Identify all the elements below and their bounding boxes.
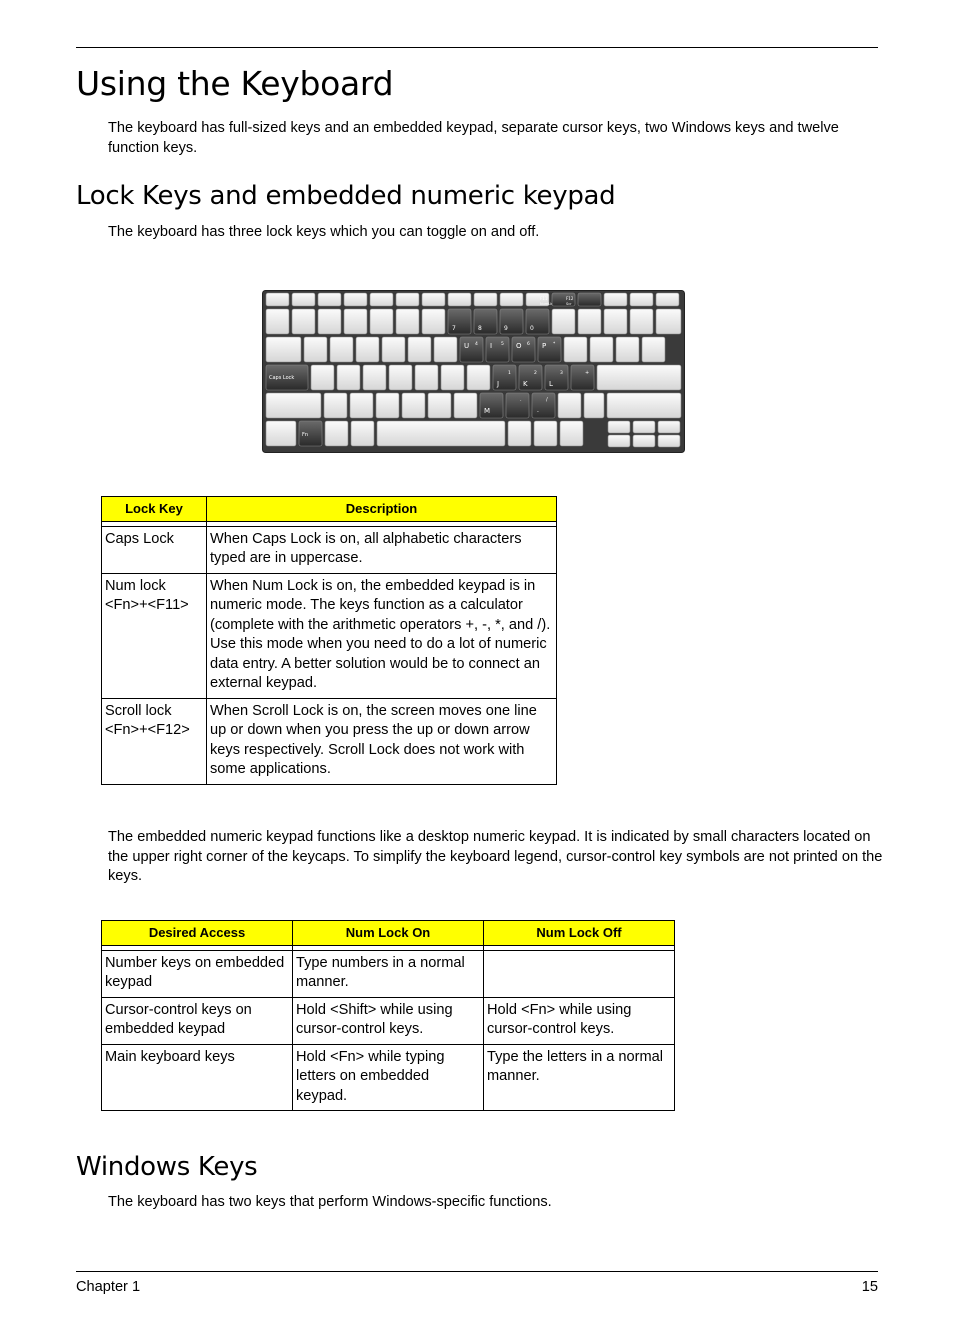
left-shift-key: [266, 393, 321, 418]
keypad-digit-label: 8: [478, 325, 482, 332]
table-row: [102, 997, 675, 1044]
windows-keys-heading: Windows Keys: [76, 1152, 258, 1182]
number-key: [578, 309, 601, 334]
function-key: [474, 293, 497, 306]
lock-key-cell: Scroll lock <Fn>+<F12>: [102, 698, 207, 784]
letter-key: [402, 393, 425, 418]
function-key: [448, 293, 471, 306]
num-lock-on-cell: Hold <Shift> while using cursor-control keys.: [293, 997, 484, 1044]
f11-sub-label: NumLk: [540, 302, 553, 306]
access-cell: Main keyboard keys: [102, 1044, 293, 1111]
right-shift-key: [607, 393, 681, 418]
letter-key: [337, 365, 360, 390]
arrow-key: [633, 421, 655, 433]
arrow-key: [608, 435, 630, 447]
lock-keys-intro: The keyboard has three lock keys which you can toggle on and off.: [108, 224, 540, 240]
table-row: [102, 698, 557, 784]
menu-key: [534, 421, 557, 446]
function-key: [422, 293, 445, 306]
enter-key: [597, 365, 681, 390]
function-key: [318, 293, 341, 306]
table-row: [102, 1044, 675, 1111]
header-rule: [76, 47, 878, 48]
access-header-off: Num Lock Off: [484, 921, 675, 946]
lock-description-cell: When Caps Lock is on, all alphabetic characters typed are in uppercase.: [207, 526, 557, 573]
keypad-letter-label: O: [516, 342, 522, 350]
arrow-key: [608, 421, 630, 433]
keypad-letter-label: M: [484, 407, 491, 415]
arrow-key: [633, 435, 655, 447]
letter-key: [389, 365, 412, 390]
letter-key: [454, 393, 477, 418]
keypad-digit-label: .: [520, 397, 522, 403]
access-cell: Cursor-control keys on embedded keypad: [102, 997, 293, 1044]
letter-key: [467, 365, 490, 390]
space-key: [377, 421, 505, 446]
letter-key: [356, 337, 379, 362]
keypad-digit-label: 0: [530, 325, 534, 332]
num-lock-on-cell: Hold <Fn> while typing letters on embedded keypad.: [293, 1044, 484, 1111]
num-lock-off-cell: Type the letters in a normal manner.: [484, 1044, 675, 1111]
num-lock-off-cell: Hold <Fn> while using cursor-control keys.: [484, 997, 675, 1044]
number-key: [630, 309, 653, 334]
lock-table-header-description: Description: [207, 497, 557, 522]
access-header-desired: Desired Access: [102, 921, 293, 946]
table-row: [102, 526, 557, 573]
keypad-letter-label: U: [464, 342, 470, 350]
letter-key: [324, 393, 347, 418]
keypad-letter-label: P: [542, 342, 547, 350]
number-key: [344, 309, 367, 334]
alt-key: [351, 421, 374, 446]
access-cell: Number keys on embedded keypad: [102, 950, 293, 997]
slash-key: [584, 393, 604, 418]
keypad-key: [571, 365, 594, 390]
lock-description-cell: When Scroll Lock is on, the screen moves one line up or down when you press the up or down arrow keys respectively. Scroll Lock does not work with some applications.: [207, 698, 557, 784]
f12-sub-label: Scr: [566, 302, 572, 306]
alt-gr-key: [508, 421, 531, 446]
keypad-digit-label: -: [537, 409, 539, 415]
windows-keys-intro: The keyboard has two keys that perform Windows-specific functions.: [108, 1194, 552, 1210]
footer-chapter: Chapter 1: [76, 1279, 141, 1295]
function-key: [396, 293, 419, 306]
number-key: [604, 309, 627, 334]
letter-key: [311, 365, 334, 390]
keypad-digit-label: /: [546, 397, 548, 403]
footer-page-number: 15: [861, 1279, 878, 1295]
lock-key-cell: Num lock <Fn>+<F11>: [102, 573, 207, 698]
keypad-key: [532, 393, 555, 418]
letter-key: [558, 393, 581, 418]
function-key: [292, 293, 315, 306]
keypad-paragraph: The embedded numeric keypad functions like a desktop numeric keypad. It is indicated by small characters located on the upper right corner of the keycaps. To simplify the keyboard legend, cursor-control key symbols are not printed on the keys.: [108, 829, 883, 884]
letter-key: [434, 337, 457, 362]
lock-keys-heading: Lock Keys and embedded numeric keypad: [76, 181, 616, 211]
lock-table-header-row: [102, 497, 557, 522]
keypad-digit-label: 9: [504, 325, 508, 332]
letter-key: [590, 337, 613, 362]
num-lock-off-cell: [484, 950, 675, 997]
footer-rule: [76, 1271, 878, 1272]
number-key: [422, 309, 445, 334]
backspace-key: [656, 309, 681, 334]
letter-key: [415, 365, 438, 390]
lock-description-cell: When Num Lock is on, the embedded keypad is in numeric mode. The keys function as a calculator (complete with the arithmetic operators +, -, *, and /). Use this mode when you need to do a lot of numeric data entry. A better solution would be to connect an external keypad.: [207, 573, 557, 698]
letter-key: [408, 337, 431, 362]
keypad-digit-label: 4: [475, 342, 478, 347]
letter-key: [363, 365, 386, 390]
keypad-digit-label: +: [585, 370, 590, 376]
function-key: [656, 293, 679, 306]
letter-key: [376, 393, 399, 418]
caps-lock-label: Caps Lock: [269, 375, 295, 381]
keypad-key: [506, 393, 529, 418]
keypad-digit-label: 6: [527, 342, 530, 347]
function-key: [630, 293, 653, 306]
ctrl-key: [266, 421, 296, 446]
keypad-digit-label: 7: [452, 325, 456, 332]
windows-key: [325, 421, 348, 446]
function-key-dark: [578, 293, 601, 306]
tab-key: [266, 337, 301, 362]
number-key: [552, 309, 575, 334]
keypad-letter-label: K: [523, 380, 528, 388]
keypad-digit-label: 2: [534, 371, 537, 376]
keypad-letter-label: L: [549, 380, 553, 388]
access-table: [101, 920, 675, 1111]
table-row: [102, 573, 557, 698]
letter-key: [304, 337, 327, 362]
function-key: [604, 293, 627, 306]
letter-key: [441, 365, 464, 390]
number-key: [370, 309, 393, 334]
letter-key: [428, 393, 451, 418]
number-key: [318, 309, 341, 334]
ctrl-right-key: [560, 421, 583, 446]
num-lock-on-cell: Type numbers in a normal manner.: [293, 950, 484, 997]
keypad-digit-label: 1: [508, 371, 511, 376]
table-row: [102, 950, 675, 997]
intro-paragraph: The keyboard has full-sized keys and an embedded keypad, separate cursor keys, two Windows keys and twelve function keys.: [108, 120, 839, 156]
fn-label: Fn: [302, 432, 309, 438]
number-key: [396, 309, 419, 334]
lock-key-cell: Caps Lock: [102, 526, 207, 573]
access-table-header-row: [102, 921, 675, 946]
f12-label: F12: [566, 296, 574, 301]
letter-key: [350, 393, 373, 418]
lock-keys-table: [101, 496, 557, 785]
lock-table-header-key: Lock Key: [102, 497, 207, 522]
function-key: [344, 293, 367, 306]
keypad-letter-label: J: [497, 380, 500, 388]
keyboard-illustration: [262, 290, 685, 453]
function-key: [266, 293, 289, 306]
page-title: Using the Keyboard: [76, 64, 394, 103]
letter-key: [564, 337, 587, 362]
keypad-letter-label: I: [490, 342, 493, 350]
arrow-key: [658, 421, 680, 433]
function-key: [500, 293, 523, 306]
letter-key: [330, 337, 353, 362]
letter-key: [616, 337, 639, 362]
number-key: [292, 309, 315, 334]
keypad-digit-label: *: [553, 342, 556, 347]
function-key: [370, 293, 393, 306]
letter-key: [642, 337, 665, 362]
keypad-digit-label: 5: [501, 342, 504, 347]
keypad-digit-label: 3: [560, 371, 563, 376]
f11-label: F11: [540, 296, 548, 301]
arrow-key: [658, 435, 680, 447]
number-key: [266, 309, 289, 334]
letter-key: [382, 337, 405, 362]
access-header-on: Num Lock On: [293, 921, 484, 946]
